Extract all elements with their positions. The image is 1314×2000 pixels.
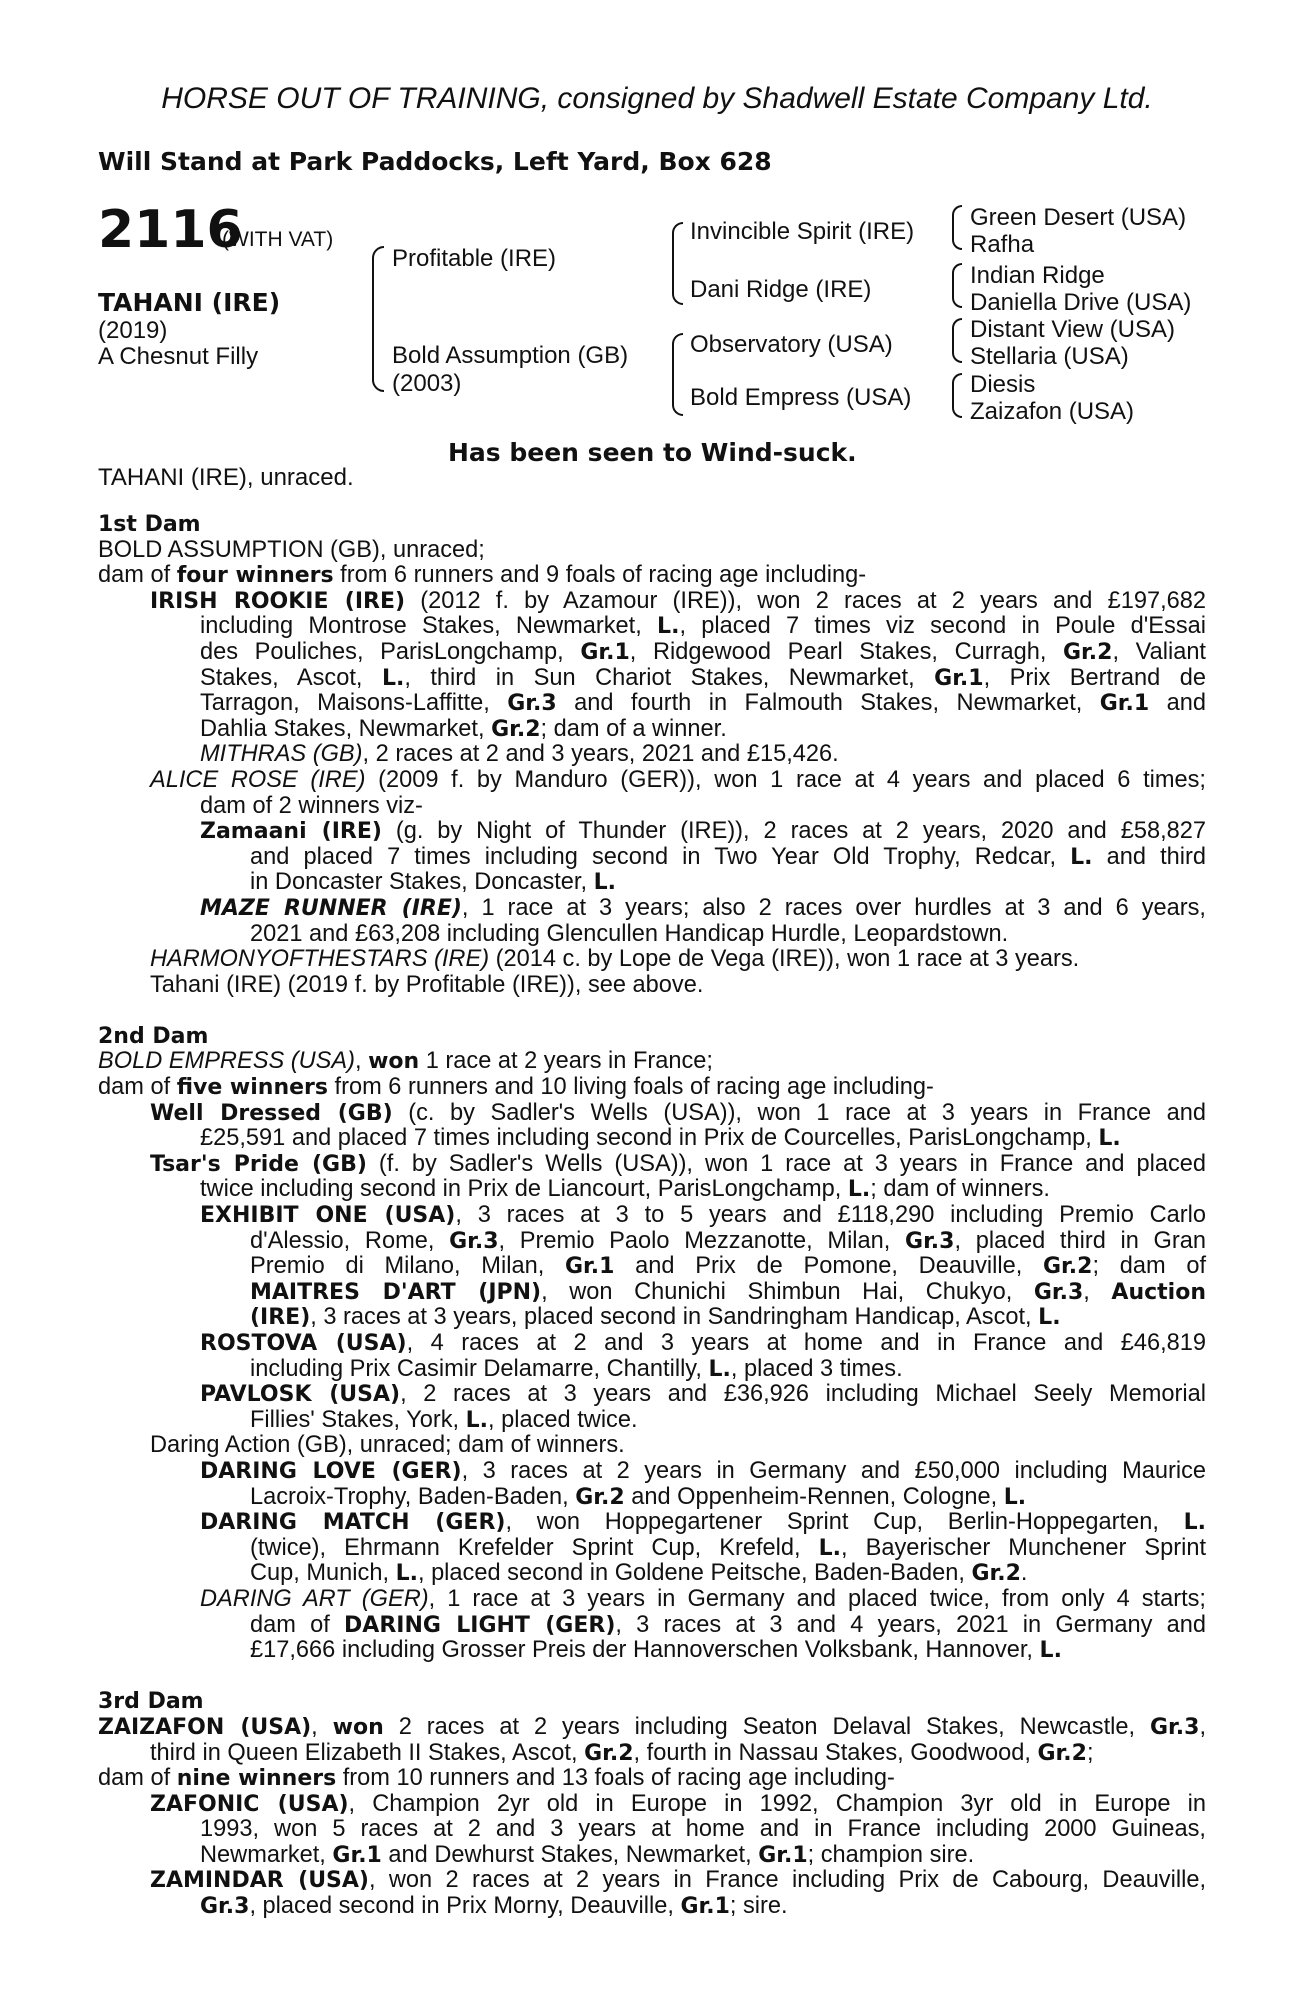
section-heading: 1st Dam xyxy=(98,512,201,537)
pedigree-ancestor: Stellaria (USA) xyxy=(970,343,1129,370)
pedigree-ancestor: Distant View (USA) xyxy=(970,316,1175,343)
bold-run: five winners xyxy=(176,1075,328,1101)
text-run: , won Hoppegartener Sprint Cup, Berlin-Hoppegarten, xyxy=(505,1509,1184,1536)
text-run: Cup, Munich, xyxy=(250,1560,396,1587)
bold-run: L. xyxy=(395,1561,418,1587)
text-run: and fourth in Falmouth Stakes, Newmarket, xyxy=(556,690,1100,717)
bold-run: Gr.3 xyxy=(1150,1714,1200,1740)
text-run: , 1 race at 3 years in Germany and placed twice, from only 4 starts; xyxy=(428,1585,1206,1612)
text-run: , 3 races at 3 and 4 years, 2021 in Germany and xyxy=(615,1611,1206,1638)
text-line xyxy=(98,1792,1206,1818)
text-line xyxy=(98,1049,1206,1075)
pedigree-dam-dam: Bold Empress (USA) xyxy=(690,384,912,411)
text-line xyxy=(98,563,1206,589)
text-line xyxy=(98,794,1206,820)
text-run: , placed 3 times. xyxy=(730,1355,903,1382)
bold-run: Gr.1 xyxy=(564,1254,615,1280)
text-run: £25,591 and placed 7 times including second in Prix de Courcelles, ParisLongchamp, xyxy=(200,1125,1099,1152)
text-run: , 3 races at 2 years in Germany and £50,000 including Maurice xyxy=(461,1457,1206,1484)
text-run: including Montrose Stakes, Newmarket, xyxy=(200,613,658,640)
bold-run: Gr.3 xyxy=(200,1894,250,1920)
text-run: (2014 c. by Lope de Vega (IRE)), won 1 race at 3 years. xyxy=(489,946,1080,973)
wind-suck-notice: Has been seen to Wind-suck. xyxy=(448,438,857,467)
text-run: Fillies' Stakes, York, xyxy=(250,1406,466,1433)
pedigree-brace xyxy=(952,373,962,418)
bold-run: Gr.2 xyxy=(491,716,541,742)
text-line xyxy=(98,1254,1206,1280)
lot-number: 2116 xyxy=(98,200,243,260)
text-run: dam of xyxy=(250,1611,345,1638)
bold-run: PAVLOSK (USA) xyxy=(200,1382,401,1408)
text-run: , 4 races at 2 and 3 years at home and in France and £46,819 xyxy=(406,1330,1206,1356)
text-run: , xyxy=(354,1048,369,1075)
text-run: in Doncaster Stakes, Doncaster, xyxy=(250,869,594,896)
text-run: , 2 races at 2 and 3 years, 2021 and £15,426. xyxy=(362,741,839,768)
bold-run: L. xyxy=(1038,1305,1061,1331)
bold-run: L. xyxy=(381,665,405,691)
text-run: (g. by Night of Thunder (IRE)), 2 races at 2 years, 2020 and £58,827 xyxy=(381,818,1207,845)
italic-run: BOLD EMPRESS (USA) xyxy=(98,1048,355,1075)
bold-run: L. xyxy=(1183,1510,1206,1536)
text-run: , 3 races at 3 years, placed second in Sandringham Handicap, Ascot, xyxy=(310,1304,1039,1331)
text-line xyxy=(98,1613,1206,1639)
text-run: £17,666 including Grosser Preis der Hannoverschen Volksbank, Hannover, xyxy=(250,1637,1040,1664)
text-run: third in Queen Elizabeth II Stakes, Ascot, xyxy=(150,1739,585,1766)
text-line xyxy=(98,1126,1206,1152)
bold-run: L. xyxy=(1070,844,1093,870)
text-line xyxy=(98,819,1206,845)
text-run: and Prix de Pomone, Deauville, xyxy=(614,1253,1043,1280)
text-line xyxy=(98,947,1206,973)
bold-run: won xyxy=(332,1714,384,1740)
text-line xyxy=(98,1536,1206,1562)
pedigree-sire: Profitable (IRE) xyxy=(392,245,557,272)
italic-run: ALICE ROSE (IRE) xyxy=(150,766,366,793)
bold-run: L. xyxy=(465,1407,489,1433)
pedigree-brace xyxy=(952,318,962,363)
bold-run: four winners xyxy=(176,563,334,589)
text-run: Dahlia Stakes, Newmarket, xyxy=(200,715,492,742)
bold-run: Gr.2 xyxy=(1063,639,1113,665)
bold-run: Gr.1 xyxy=(758,1842,808,1868)
page-title: HORSE OUT OF TRAINING, consigned by Shadwell Estate Company Ltd. xyxy=(161,82,1153,115)
text-run: dam of 2 winners viz- xyxy=(200,792,423,819)
text-run: ; dam of xyxy=(1092,1253,1207,1280)
bold-run: EXHIBIT ONE (USA) xyxy=(200,1203,456,1229)
bold-run: Gr.2 xyxy=(575,1484,625,1510)
text-line xyxy=(98,1587,1206,1613)
text-run: 1 race at 2 years in France; xyxy=(419,1048,713,1075)
text-run: ; xyxy=(1086,1739,1094,1766)
text-run: 2 races at 2 years including Seaton Delaval Stakes, Newcastle, xyxy=(383,1713,1150,1740)
bold-run: L. xyxy=(657,614,680,640)
text-run: from 6 runners and 10 living foals of racing age including- xyxy=(327,1074,934,1101)
bold-run: Gr.3 xyxy=(1033,1279,1084,1305)
bold-run: Gr.3 xyxy=(449,1228,499,1254)
text-run: , Ridgewood Pearl Stakes, Curragh, xyxy=(629,638,1063,665)
race-summary: TAHANI (IRE), unraced. xyxy=(98,464,354,491)
bold-run: MAITRES D'ART (JPN) xyxy=(250,1279,542,1305)
text-line xyxy=(98,640,1206,666)
stand-location: Will Stand at Park Paddocks, Left Yard, Box 628 xyxy=(98,147,772,176)
text-line xyxy=(98,1177,1206,1203)
text-line xyxy=(98,922,1206,948)
text-line xyxy=(98,691,1206,717)
text-run: 2021 and £63,208 including Glencullen Handicap Hurdle, Leopardstown. xyxy=(250,920,1009,947)
text-line xyxy=(98,896,1206,922)
text-line xyxy=(98,1868,1206,1894)
bold-run: Gr.2 xyxy=(971,1561,1021,1587)
text-line xyxy=(98,666,1206,692)
text-run: . xyxy=(1020,1560,1028,1587)
text-run: twice including second in Prix de Liancourt, ParisLongchamp, xyxy=(200,1176,848,1203)
bold-run: ZAFONIC (USA) xyxy=(150,1791,349,1817)
italic-run: HARMONYOFTHESTARS (IRE) xyxy=(150,946,490,973)
text-line xyxy=(98,1510,1206,1536)
pedigree-brace xyxy=(952,205,962,250)
text-run: des Pouliches, ParisLongchamp, xyxy=(200,638,581,665)
dam-section xyxy=(98,1689,1206,1919)
text-line xyxy=(98,1843,1206,1869)
text-line xyxy=(98,1459,1206,1485)
text-run: Premio di Milano, Milan, xyxy=(250,1253,565,1280)
text-run: Newmarket, xyxy=(200,1841,333,1868)
bold-run: IRISH ROOKIE (IRE) xyxy=(150,588,406,614)
bold-run: Gr.2 xyxy=(1043,1254,1093,1280)
text-run: (2012 f. by Azamour (IRE)), won 2 races at 2 years and £197,682 xyxy=(405,587,1207,614)
text-run: , placed 7 times viz second in Poule d'Essai xyxy=(679,613,1206,640)
text-run: ; dam of winners. xyxy=(870,1176,1050,1203)
dam-section xyxy=(98,1024,1206,1664)
text-line xyxy=(98,1101,1206,1127)
text-run: including Prix Casimir Delamarre, Chantilly, xyxy=(250,1355,709,1382)
text-run: (twice), Ehrmann Krefelder Sprint Cup, Krefeld, xyxy=(250,1534,819,1561)
pedigree-sire-dam: Dani Ridge (IRE) xyxy=(690,276,872,303)
text-run: from 6 runners and 9 foals of racing age including- xyxy=(333,562,867,589)
text-line xyxy=(98,1357,1206,1383)
text-run: and placed 7 times including second in Two Year Old Trophy, Redcar, xyxy=(250,843,1071,870)
text-run: , third in Sun Chariot Stakes, Newmarket, xyxy=(404,664,935,691)
text-run: , Prix Bertrand de xyxy=(983,664,1206,691)
text-run: and Oppenheim-Rennen, Cologne, xyxy=(624,1483,1004,1510)
text-run: Tarragon, Maisons-Laffitte, xyxy=(200,690,508,717)
text-run: (f. by Sadler's Wells (USA)), won 1 race at 3 years in France and placed xyxy=(366,1150,1206,1177)
text-run: , 3 races at 3 to 5 years and £118,290 including Premio Carlo xyxy=(455,1202,1207,1229)
bold-run: Gr.1 xyxy=(680,1894,730,1920)
text-run: ; sire. xyxy=(729,1893,788,1920)
text-run: from 10 runners and 13 foals of racing age including- xyxy=(336,1765,895,1792)
text-run: , placed second in Goldene Peitsche, Baden-Baden, xyxy=(417,1560,972,1587)
text-run: , won Chunichi Shimbun Hai, Chukyo, xyxy=(541,1278,1034,1305)
section-heading: 2nd Dam xyxy=(98,1023,209,1049)
bold-run: Gr.3 xyxy=(507,691,557,717)
bold-run: Gr.1 xyxy=(332,1842,382,1868)
text-line xyxy=(98,1229,1206,1255)
text-run: Lacroix-Trophy, Baden-Baden, xyxy=(250,1483,576,1510)
pedigree-brace xyxy=(372,246,384,392)
text-line xyxy=(98,1433,1206,1459)
text-run: , placed third in Gran xyxy=(954,1227,1206,1254)
text-run: dam of xyxy=(98,1074,177,1101)
text-line xyxy=(98,717,1206,743)
bold-run: Gr.2 xyxy=(584,1740,634,1766)
pedigree-dam: Bold Assumption (GB) xyxy=(392,342,629,369)
pedigree-sire-sire: Invincible Spirit (IRE) xyxy=(690,218,915,245)
bold-run: won xyxy=(368,1049,420,1075)
text-line xyxy=(98,768,1206,794)
bold-run: Well Dressed (GB) xyxy=(150,1100,393,1126)
text-run: , placed second in Prix Morny, Deauville, xyxy=(249,1893,681,1920)
text-line xyxy=(98,1766,1206,1792)
text-line xyxy=(98,973,1206,999)
text-line xyxy=(98,1152,1206,1178)
text-run: and third xyxy=(1092,843,1206,870)
bold-run: Gr.1 xyxy=(934,665,984,691)
text-run: 1993, won 5 races at 2 and 3 years at home and in France including 2000 Guineas, xyxy=(200,1816,1206,1843)
pedigree-ancestor: Green Desert (USA) xyxy=(970,204,1187,231)
pedigree-dam-sire: Observatory (USA) xyxy=(690,331,893,358)
bold-run: Gr.2 xyxy=(1037,1740,1087,1766)
bold-run: L. xyxy=(708,1356,731,1382)
text-run: , xyxy=(311,1713,333,1740)
text-line xyxy=(98,1741,1206,1767)
bold-run: nine winners xyxy=(176,1766,337,1792)
text-run: , xyxy=(1083,1278,1112,1305)
bold-run: Gr.3 xyxy=(905,1228,955,1254)
text-run: (2009 f. by Manduro (GER)), won 1 race at 4 years and placed 6 times; xyxy=(365,766,1206,793)
text-run: , placed twice. xyxy=(488,1406,638,1433)
pedigree-dam-year: (2003) xyxy=(392,370,462,397)
text-run: Tahani (IRE) (2019 f. by Profitable (IRE)), see above. xyxy=(150,971,704,998)
text-line xyxy=(98,1331,1206,1357)
text-line xyxy=(98,1203,1206,1229)
pedigree-brace xyxy=(952,263,962,308)
dam-details xyxy=(98,512,1206,1920)
bold-run: ZAMINDAR (USA) xyxy=(150,1868,369,1894)
text-run: , xyxy=(1199,1713,1206,1740)
text-run: , 2 races at 3 years and £36,926 including Michael Seely Memorial xyxy=(400,1381,1206,1408)
bold-run: Auction xyxy=(1111,1279,1206,1305)
text-run: and Dewhurst Stakes, Newmarket, xyxy=(381,1841,759,1868)
text-line xyxy=(98,1715,1206,1741)
text-run: dam of xyxy=(98,562,177,589)
text-run: , fourth in Nassau Stakes, Goodwood, xyxy=(633,1739,1038,1766)
text-line xyxy=(98,1485,1206,1511)
bold-run: (IRE) xyxy=(250,1305,311,1331)
bold-run: Gr.1 xyxy=(580,639,630,665)
text-run: d'Alessio, Rome, xyxy=(250,1227,450,1254)
text-line xyxy=(98,1638,1206,1664)
foaling-year: (2019) xyxy=(98,317,168,344)
bold-run: MAZE RUNNER (IRE) xyxy=(200,895,462,921)
text-line xyxy=(98,1561,1206,1587)
bold-run: DARING LIGHT (GER) xyxy=(344,1612,616,1638)
text-run: , won 2 races at 2 years in France including Prix de Cabourg, Deauville, xyxy=(369,1867,1207,1894)
text-line xyxy=(98,1075,1206,1101)
italic-run: MITHRAS (GB) xyxy=(200,741,363,768)
bold-run: L. xyxy=(847,1177,871,1203)
text-line xyxy=(98,870,1206,896)
pedigree-ancestor: Zaizafon (USA) xyxy=(970,398,1135,425)
pedigree-ancestor: Rafha xyxy=(970,231,1035,258)
bold-run: Zamaani (IRE) xyxy=(200,819,382,845)
text-run: BOLD ASSUMPTION (GB), unraced; xyxy=(98,536,485,563)
bold-run: L. xyxy=(593,870,616,896)
bold-run: L. xyxy=(818,1535,842,1561)
text-line xyxy=(98,742,1206,768)
text-run: ; dam of a winner. xyxy=(540,715,727,742)
text-run: (c. by Sadler's Wells (USA)), won 1 race at 3 years in France and xyxy=(392,1099,1206,1126)
text-line xyxy=(98,1894,1206,1920)
text-run: Daring Action (GB), unraced; dam of winners. xyxy=(150,1432,625,1459)
text-run: , 1 race at 3 years; also 2 races over hurdles at 3 and 6 years, xyxy=(461,894,1206,921)
bold-run: Tsar's Pride (GB) xyxy=(150,1151,367,1177)
bold-run: L. xyxy=(1098,1126,1121,1152)
bold-run: DARING LOVE (GER) xyxy=(200,1458,462,1484)
text-line xyxy=(98,845,1206,871)
text-run: , Champion 2yr old in Europe in 1992, Champion 3yr old in Europe in xyxy=(348,1790,1206,1817)
pedigree-brace xyxy=(672,333,683,416)
text-line xyxy=(98,614,1206,640)
bold-run: Gr.1 xyxy=(1099,691,1150,717)
text-run: Stakes, Ascot, xyxy=(200,664,382,691)
text-run: and xyxy=(1149,690,1206,717)
bold-run: L. xyxy=(1039,1638,1062,1664)
pedigree-ancestor: Daniella Drive (USA) xyxy=(970,289,1192,316)
text-run: , Premio Paolo Mezzanotte, Milan, xyxy=(498,1227,906,1254)
pedigree-ancestor: Indian Ridge xyxy=(970,262,1105,289)
horse-description: A Chesnut Filly xyxy=(98,343,259,370)
bold-run: DARING MATCH (GER) xyxy=(200,1510,506,1536)
bold-run: ZAIZAFON (USA) xyxy=(98,1714,312,1740)
pedigree-ancestor: Diesis xyxy=(970,371,1036,398)
section-heading: 3rd Dam xyxy=(98,1689,204,1715)
vat-label: (WITH VAT) xyxy=(222,228,334,251)
bold-run: L. xyxy=(1003,1484,1027,1510)
text-line xyxy=(98,538,1206,564)
horse-name: TAHANI (IRE) xyxy=(98,288,281,317)
text-line xyxy=(98,1280,1206,1306)
dam-section xyxy=(98,512,1206,998)
text-run: , Bayerischer Munchener Sprint xyxy=(841,1534,1207,1561)
text-line xyxy=(98,1408,1206,1434)
italic-run: DARING ART (GER) xyxy=(200,1585,429,1612)
text-run: ; champion sire. xyxy=(807,1841,975,1868)
bold-run: ROSTOVA (USA) xyxy=(200,1331,407,1356)
text-line xyxy=(98,589,1206,615)
text-run: , Valiant xyxy=(1112,638,1206,665)
pedigree-brace xyxy=(672,222,683,305)
text-run: dam of xyxy=(98,1765,177,1792)
text-line xyxy=(98,1817,1206,1843)
text-line xyxy=(98,1382,1206,1408)
text-line xyxy=(98,1305,1206,1331)
